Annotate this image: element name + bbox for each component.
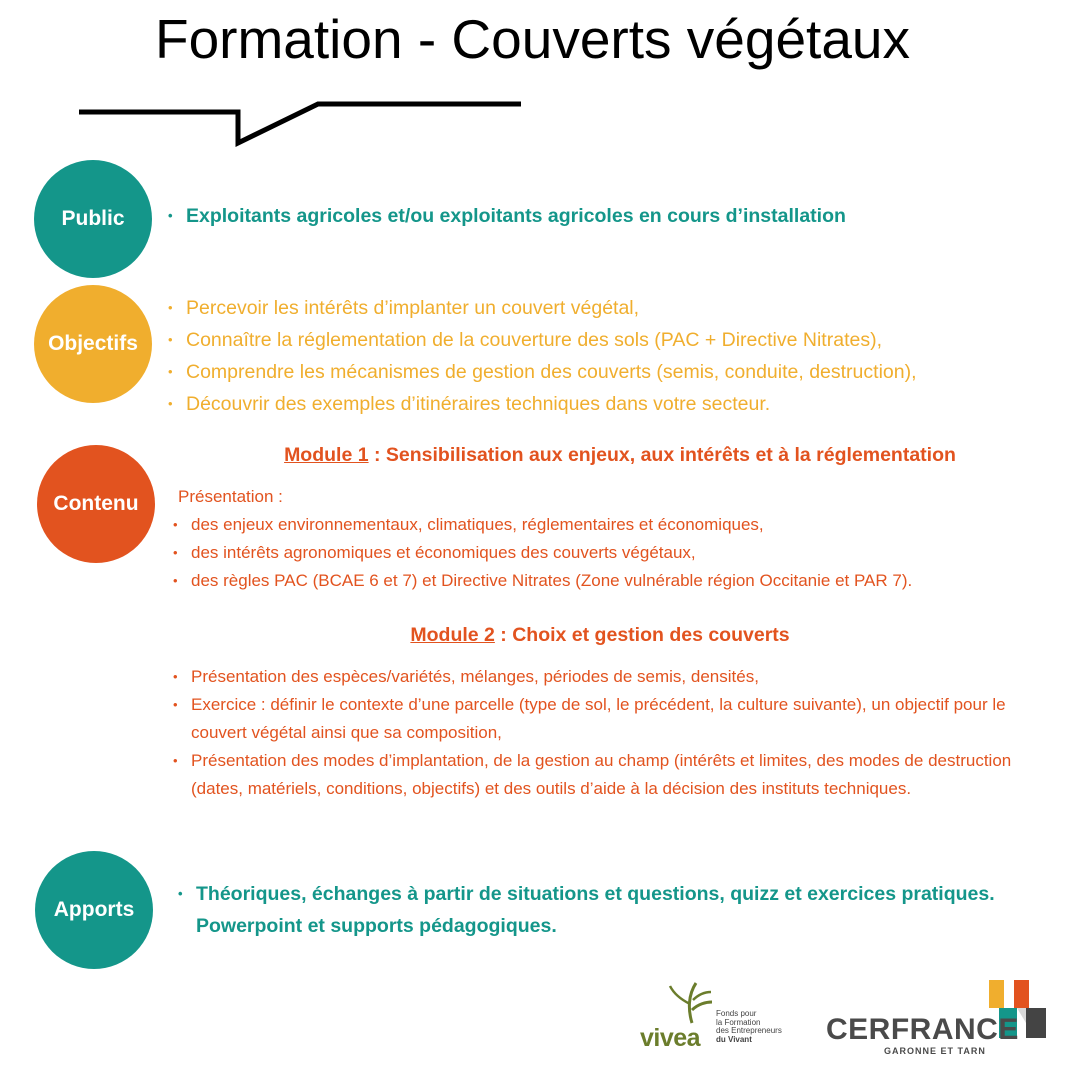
cerfrance-wordmark: CERFRANCE	[826, 1013, 1019, 1046]
objectifs-item: • Comprendre les mécanismes de gestion des couverts (semis, conduite, destruction),	[168, 356, 1068, 388]
objectifs-badge	[34, 285, 152, 403]
apports-list	[178, 878, 1028, 942]
module2-heading: : Choix et gestion des couverts	[494, 624, 790, 646]
public-item: • Exploitants agricoles et/ou exploitants agricoles en cours d’installation	[168, 201, 1048, 231]
module2-list	[173, 663, 1058, 803]
public-list	[168, 201, 1048, 231]
module1-item: • des enjeux environnementaux, climatiques, réglementaires et économiques,	[173, 511, 1063, 539]
module1-intro: Présentation :	[178, 487, 283, 506]
module1-list	[173, 511, 1063, 595]
speech-bubble-divider	[0, 0, 1080, 160]
vivea-tagline: Fonds pour la Formation des Entrepreneurs du Vivant	[716, 1009, 782, 1044]
cerfrance-subtitle: GARONNE ET TARN	[884, 1046, 986, 1056]
module1-title	[160, 444, 1080, 467]
cerfrance-logo	[826, 978, 1066, 1058]
module2-item: • Présentation des modes d’implantation, de la gestion au champ (intérêts et limites, des modes de destruction (dates, matériels, conditions, objectifs) et des outils d’aide à la décision des instituts techniques.	[173, 747, 1058, 803]
vivea-wordmark: vivea	[640, 1024, 701, 1052]
module1-item: • des règles PAC (BCAE 6 et 7) et Directive Nitrates (Zone vulnérable région Occitanie et PAR 7).	[173, 567, 1063, 595]
apports-label: Apports	[53, 898, 135, 921]
module1-heading: : Sensibilisation aux enjeux, aux intérêts et à la réglementation	[368, 444, 956, 466]
objectifs-list	[168, 292, 1068, 420]
public-badge	[34, 160, 152, 278]
objectifs-item: • Découvrir des exemples d’itinéraires techniques dans votre secteur.	[168, 388, 1068, 420]
contenu-label: Contenu	[53, 492, 139, 515]
contenu-badge	[37, 445, 155, 563]
apports-badge	[35, 851, 153, 969]
module2-item: • Présentation des espèces/variétés, mélanges, périodes de semis, densités,	[173, 663, 1058, 691]
objectifs-item: • Connaître la réglementation de la couverture des sols (PAC + Directive Nitrates),	[168, 324, 1068, 356]
objectifs-item: • Percevoir les intérêts d’implanter un couvert végétal,	[168, 292, 1068, 324]
objectifs-label: Objectifs	[48, 332, 138, 355]
module2-title	[160, 624, 1040, 647]
public-label: Public	[61, 207, 125, 230]
leaf-icon	[666, 980, 716, 1025]
apports-item: • Théoriques, échanges à partir de situations et questions, quizz et exercices pratiques. Powerpoint et supports pédagogiques.	[178, 878, 1028, 942]
module2-item: • Exercice : définir le contexte d’une parcelle (type de sol, le précédent, la culture suivante), un objectif pour le couvert végétal ainsi que sa composition,	[173, 691, 1058, 747]
module1-label: Module 1	[284, 444, 369, 466]
module1-item: • des intérêts agronomiques et économiques des couverts végétaux,	[173, 539, 1063, 567]
page-title: Formation - Couverts végétaux	[154, 8, 911, 70]
vivea-logo	[636, 980, 786, 1060]
module2-label: Module 2	[410, 624, 495, 646]
